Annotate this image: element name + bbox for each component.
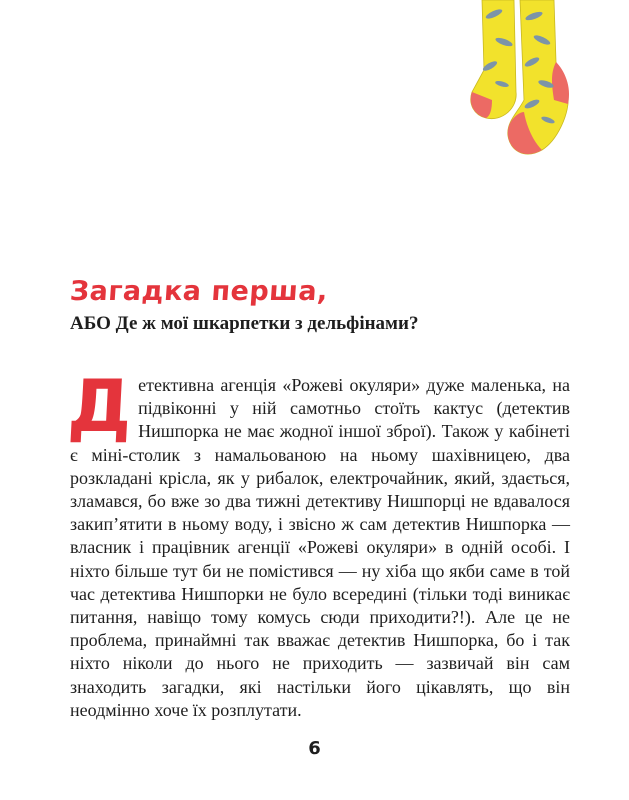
- chapter-title: Загадка перша,: [68, 276, 330, 307]
- dolphin-socks-illustration: [462, 0, 582, 170]
- page-number: 6: [308, 738, 321, 759]
- drop-cap: Д: [65, 364, 135, 448]
- chapter-subtitle: АБО Де ж мої шкарпетки з дельфінами?: [70, 313, 419, 334]
- body-text: етективна агенція «Рожеві окуляри» дуже маленька, на підвіконні у ній самотньо стоїть кактус (детектив Нишпорка не має жодної іншої зброї). Також у кабінеті є міні-столик з намальованою на ньому шахівницею, два розкладані крісла, як у рибалок, електрочайник, який, здається, зламався, бо вже зо два тижні детективу Нишпорці не вдавалося закип’ятити в ньому воду, і звісно ж сам детектив Нишпорка — власник і працівник агенції «Рожеві окуляри» в одній особі. І ніхто більше тут би не помістився — ну хіба що якби саме в той час детектива Нишпорки не було всередині (тільки тоді виникає питання, навіщо тому комусь сюди приходити?!). Але це не проблема, принаймні так вважає детектив Нишпорка, бо і так ніхто ніколи до нього не приходить — зазвичай він сам знаходить загадки, які настільки його цікавлять, що він неодмінно хоче їх розплутати.: [70, 375, 570, 720]
- body-paragraph: [65, 364, 570, 722]
